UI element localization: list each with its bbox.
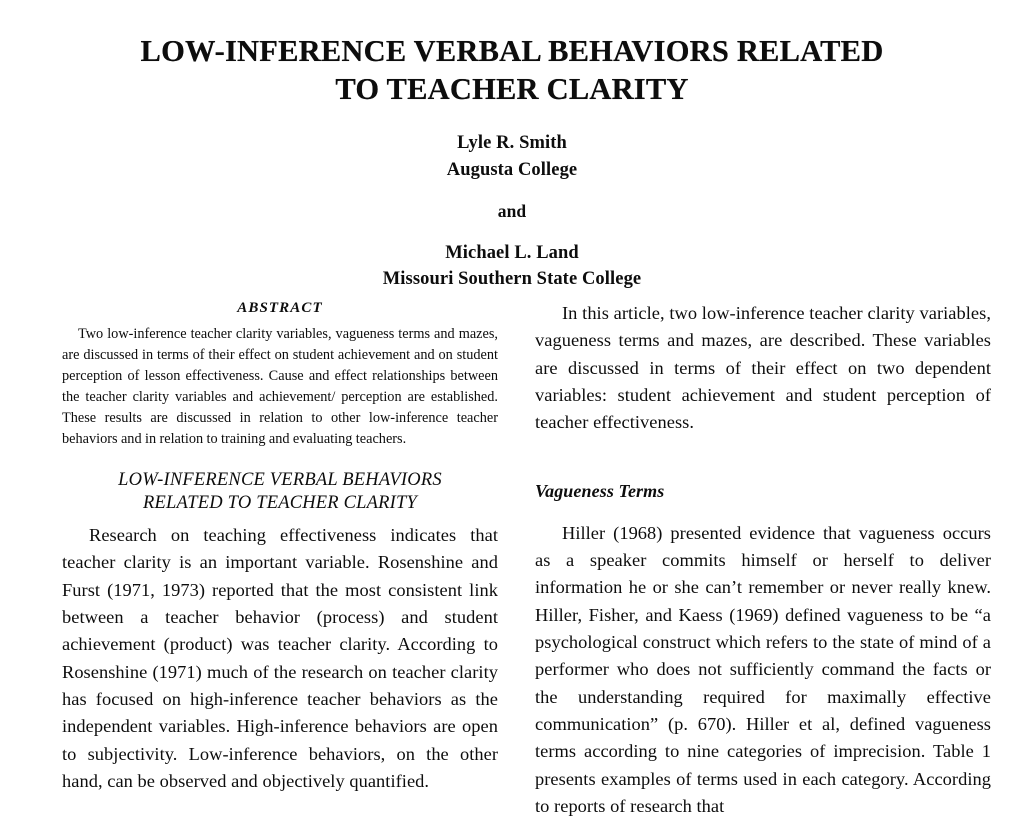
intro-paragraph: In this article, two low-inference teacher clarity variables, vagueness terms and mazes, are described. These variables are discussed in terms of their effect on two dependent variables: student achievement and student perception of teacher effectiveness. (535, 303, 991, 433)
right-column (535, 300, 991, 820)
author-byline (0, 130, 1024, 292)
page-title (72, 32, 952, 108)
title-block (0, 0, 1024, 292)
section-heading (62, 469, 498, 516)
subsection-heading: Vagueness Terms (535, 480, 665, 501)
title-line-1: LOW-INFERENCE VERBAL BEHAVIORS RELATED (140, 34, 884, 68)
section-heading-line-1: LOW-INFERENCE VERBAL BEHAVIORS (118, 469, 442, 490)
author-2-name: Michael L. Land (445, 242, 579, 263)
author-2-affiliation: Missouri Southern State College (382, 268, 642, 289)
abstract-text: Two low-inference teacher clarity variables, vagueness terms and mazes, are discussed in terms of their effect on student achievement and on student perception of lesson effectiveness. Cause and effect relationships between the teacher clarity variables and achievement/ perception are established. These results are discussed in relation to other low-inference teacher behaviors and in relation to training and evaluating teachers. (62, 326, 498, 447)
title-line-2: TO TEACHER CLARITY (335, 72, 689, 107)
right-column-paragraph: Hiller (1968) presented evidence that vagueness occurs as a speaker commits himself or herself to deliver information he or she can’t remember or never really knew. Hiller, Fisher, and Kaess (1969) defined vagueness to be “a psychological construct which refers to the state of mind of a performer who does not sufficiently command the facts or the understanding required for maximally effective communication” (p. 670). Hiller et al, defined vagueness terms according to nine categories of imprecision. Table 1 presents examples of terms used in each category. According to reports of research that (535, 522, 991, 816)
section-heading-line-2: RELATED TO TEACHER CLARITY (142, 493, 417, 514)
body-columns (0, 300, 1024, 816)
author-1-affiliation: Augusta College (446, 159, 578, 180)
left-column-paragraph: Research on teaching effectiveness indicates that teacher clarity is an important variable. Rosenshine and Furst (1971, 1973) reported that the most consistent link between a teacher behavior (process) and student achievement (product) was teacher clarity. According to Rosenshine (1971) much of the research on teacher clarity has focused on high-inference teacher behaviors as the independent variables. High-inference behaviors are open to subjectivity. Low-inference behaviors, on the other hand, can be observed and objectively quantified. (62, 524, 498, 791)
author-conjunction: and (497, 200, 527, 221)
left-column (62, 300, 498, 795)
abstract-heading: ABSTRACT (237, 300, 323, 316)
author-1-name: Lyle R. Smith (457, 133, 567, 154)
